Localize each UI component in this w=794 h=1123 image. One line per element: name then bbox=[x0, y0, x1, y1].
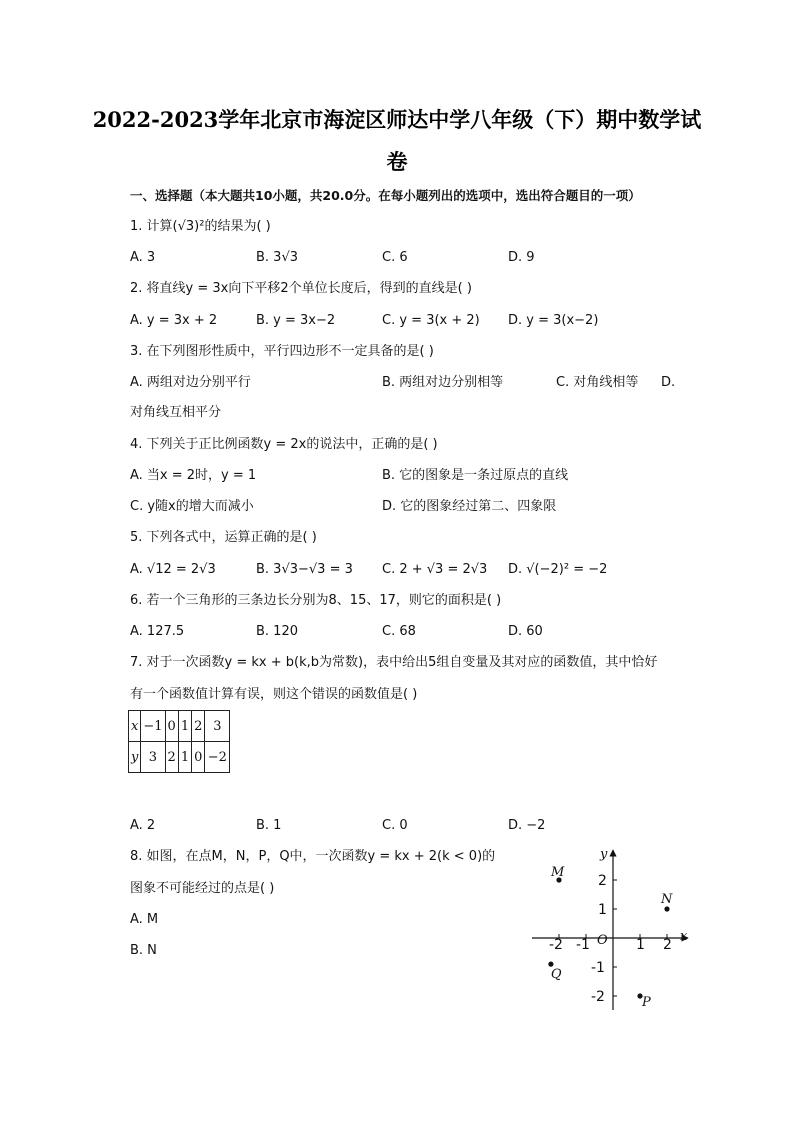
table-cell: −1 bbox=[141, 711, 165, 742]
x-tick-label: 1 bbox=[636, 937, 645, 953]
question-7-stem: 7. 对于一次函数y = kx + b(k,b为常数)，表中给出5组自变量及其对应的函数值，其中恰好 bbox=[130, 655, 658, 670]
x-tick-label: -2 bbox=[549, 937, 563, 953]
q7-option-b[interactable]: B. 1 bbox=[256, 818, 282, 833]
q6-option-c[interactable]: C. 68 bbox=[382, 624, 416, 639]
x-axis-label: x bbox=[680, 929, 688, 944]
x-tick-label: 2 bbox=[663, 937, 672, 953]
table-cell: 3 bbox=[141, 742, 165, 773]
q4-option-b[interactable]: B. 它的图象是一条过原点的直线 bbox=[382, 468, 569, 483]
question-3-stem: 3. 在下列图形性质中，平行四边形不一定具备的是( ) bbox=[130, 344, 434, 359]
question-1-stem: 1. 计算(√3)²的结果为( ) bbox=[130, 219, 271, 234]
y-axis-label: y bbox=[600, 847, 608, 862]
q4-option-d[interactable]: D. 它的图象经过第二、四象限 bbox=[382, 499, 557, 514]
q6-option-a[interactable]: A. 127.5 bbox=[130, 624, 185, 639]
q1-option-d[interactable]: D. 9 bbox=[508, 250, 535, 265]
table-cell: 2 bbox=[165, 742, 178, 773]
q1-option-c[interactable]: C. 6 bbox=[382, 250, 408, 265]
q2-option-c[interactable]: C. y = 3(x + 2) bbox=[382, 313, 480, 328]
table-cell: 1 bbox=[178, 742, 191, 773]
page-title-line1: 2022-2023学年北京市海淀区师达中学八年级（下）期中数学试 bbox=[92, 107, 702, 132]
q2-option-a[interactable]: A. y = 3x + 2 bbox=[130, 313, 218, 328]
section-heading: 一、选择题（本大题共10小题，共20.0分。在每小题列出的选项中，选出符合题目的一项） bbox=[130, 188, 641, 203]
question-6-stem: 6. 若一个三角形的三条边长分别为8、15、17，则它的面积是( ) bbox=[130, 593, 502, 608]
page-title-line2: 卷 bbox=[386, 149, 408, 174]
q8-option-b[interactable]: B. N bbox=[130, 943, 157, 958]
q5-option-c[interactable]: C. 2 + √3 = 2√3 bbox=[382, 562, 488, 577]
q5-option-a[interactable]: A. √12 = 2√3 bbox=[130, 562, 216, 577]
table-cell: 1 bbox=[178, 711, 191, 742]
q7-option-c[interactable]: C. 0 bbox=[382, 818, 408, 833]
table-cell: −2 bbox=[205, 742, 230, 773]
x-tick-label: -1 bbox=[576, 937, 590, 953]
question-4-stem: 4. 下列关于正比例函数y = 2x的说法中，正确的是( ) bbox=[130, 437, 438, 452]
q2-option-b[interactable]: B. y = 3x−2 bbox=[256, 313, 336, 328]
q3-option-c[interactable]: C. 对角线相等 bbox=[556, 375, 639, 390]
q1-option-a[interactable]: A. 3 bbox=[130, 250, 156, 265]
q2-option-d[interactable]: D. y = 3(x−2) bbox=[508, 313, 599, 328]
y-tick-label: -2 bbox=[591, 989, 605, 1005]
q6-option-b[interactable]: B. 120 bbox=[256, 624, 298, 639]
values-table bbox=[128, 710, 230, 773]
table-row bbox=[129, 711, 230, 742]
q1-option-b[interactable]: B. 3√3 bbox=[256, 250, 299, 265]
y-tick-label: 2 bbox=[598, 873, 607, 889]
q7-option-d[interactable]: D. −2 bbox=[508, 818, 546, 833]
q3-option-a[interactable]: A. 两组对边分别平行 bbox=[130, 375, 251, 390]
table-cell: 2 bbox=[192, 711, 205, 742]
table-header-x: x bbox=[129, 711, 141, 742]
y-tick-label: -1 bbox=[591, 960, 605, 976]
q4-option-a[interactable]: A. 当x = 2时，y = 1 bbox=[130, 468, 257, 483]
table-header-y: y bbox=[129, 742, 141, 773]
point-label-m: M bbox=[551, 865, 565, 880]
q3-option-d[interactable]: D. bbox=[661, 375, 676, 390]
question-7-stem-cont: 有一个函数值计算有误，则这个错误的函数值是( ) bbox=[130, 687, 418, 702]
q5-option-b[interactable]: B. 3√3−√3 = 3 bbox=[256, 562, 353, 577]
table-cell: 3 bbox=[205, 711, 230, 742]
question-5-stem: 5. 下列各式中，运算正确的是( ) bbox=[130, 530, 317, 545]
y-tick-label: 1 bbox=[598, 902, 607, 918]
q7-option-a[interactable]: A. 2 bbox=[130, 818, 156, 833]
point-n bbox=[664, 906, 669, 911]
point-label-p: P bbox=[642, 995, 651, 1010]
q8-option-a[interactable]: A. M bbox=[130, 912, 159, 927]
table-row bbox=[129, 742, 230, 773]
q6-option-d[interactable]: D. 60 bbox=[508, 624, 543, 639]
point-q bbox=[548, 962, 553, 967]
point-label-q: Q bbox=[550, 967, 562, 983]
q3-option-d-text: 对角线互相平分 bbox=[130, 405, 222, 420]
point-label-n: N bbox=[661, 892, 673, 907]
coordinate-graph bbox=[530, 842, 700, 1017]
q4-option-c[interactable]: C. y随x的增大而减小 bbox=[130, 499, 254, 514]
table-cell: 0 bbox=[192, 742, 205, 773]
q3-option-b[interactable]: B. 两组对边分别相等 bbox=[382, 375, 504, 390]
question-8-stem: 8. 如图，在点M，N，P，Q中，一次函数y = kx + 2(k < 0)的 bbox=[130, 849, 496, 864]
origin-label: O bbox=[597, 933, 608, 948]
table-cell: 0 bbox=[165, 711, 178, 742]
question-2-stem: 2. 将直线y = 3x向下平移2个单位长度后，得到的直线是( ) bbox=[130, 281, 472, 296]
question-8-stem-cont: 图象不可能经过的点是( ) bbox=[130, 881, 275, 896]
q5-option-d[interactable]: D. √(−2)² = −2 bbox=[508, 562, 608, 577]
